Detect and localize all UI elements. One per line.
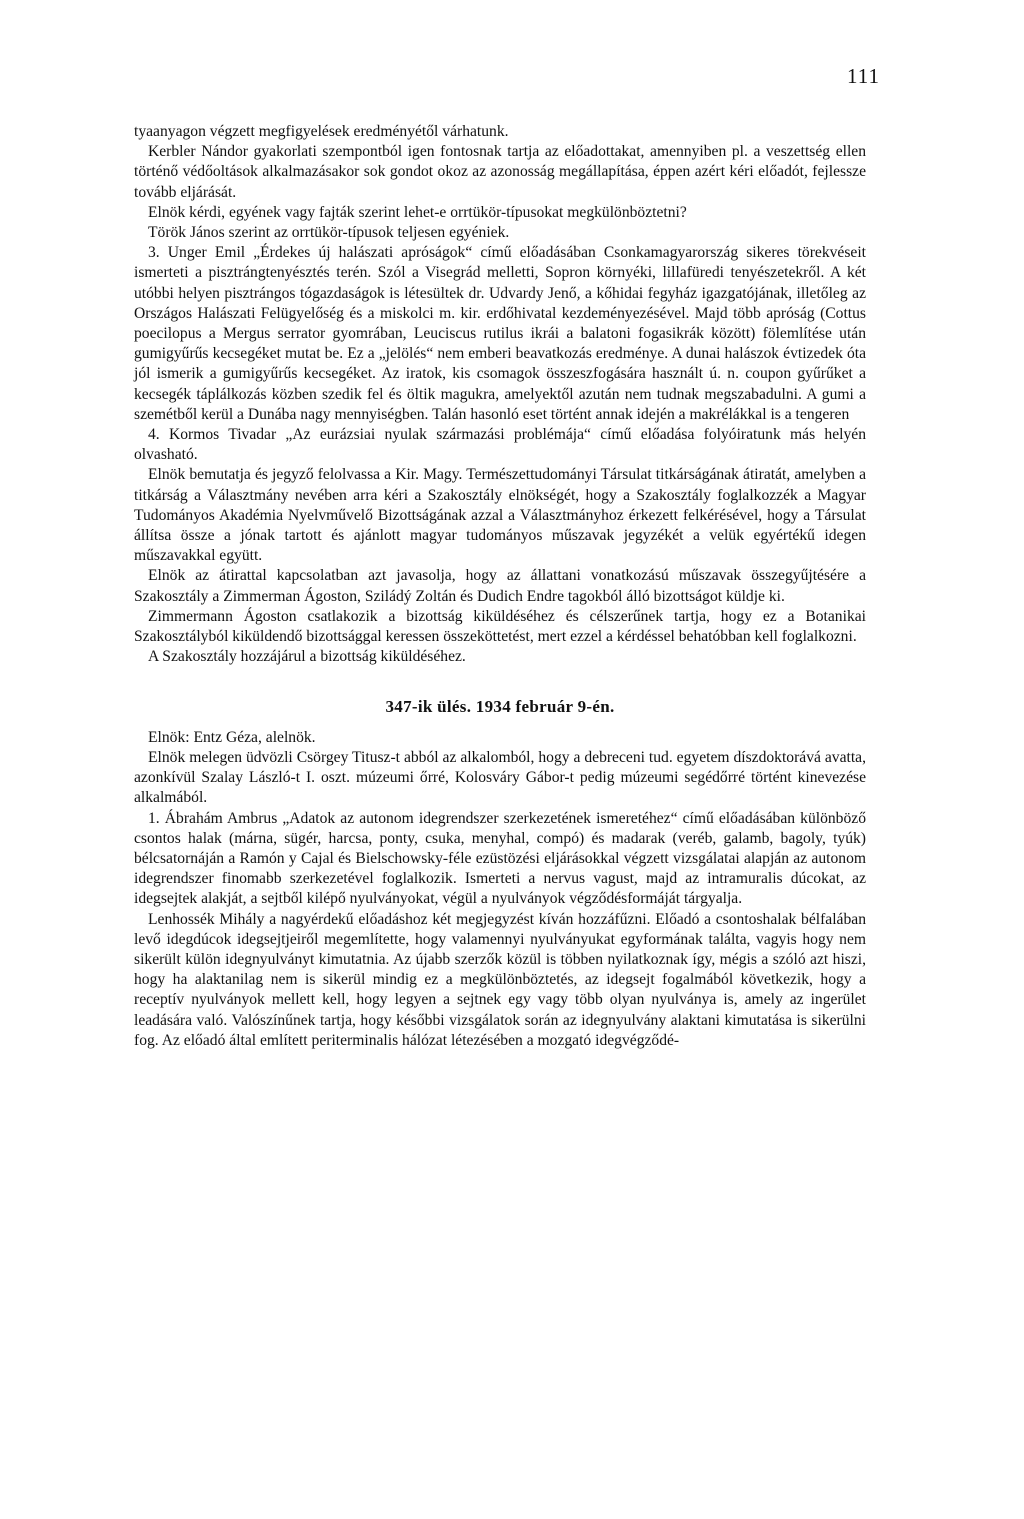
- paragraph: tyaanyagon végzett megfigyelések eredményétől várhatunk.: [134, 123, 509, 140]
- paragraph: Kerbler Nándor gyakorlati szempontból igen fontosnak tartja az előadottakat, amennyiben pl. a veszettség ellen történő védőoltások alkalmazásakor sok gondot okoz az azonosság megállapítása, éppen azért kéri előadót, fejlessze tovább eljárását.: [134, 143, 866, 201]
- paragraph: 3. Unger Emil „Érdekes új halászati apróságok“ című előadásában Csonkamagyarország sikeres törekvéseit ismerteti a pisztrángtenyésztés terén. Szól a Visegrád melletti, Sopron környéki, lillafüredi tenyészetekről. A két utóbbi helyen pisztrángos tógazdaságok is létesültek dr. Udvardy Jenő, a kőhidai fegyház igazgatójának, illetőleg az Országos Halászati Felügyelőség és a miskolci m. kir. erdőhivatal kezdeményezésével. Majd több apróság (Cottus poecilopus a Mergus serrator gyomrában, Leuciscus rutilus ikrái a balatoni fogasikrák között) fölemlítése után gumigyűrűs kecsegéket mutat be. Ez a „jelölés“ nem emberi beavatkozás eredménye. A dunai halászok évtizedek óta jól ismerik a gumigyűrűs kecsegéket. Az iratok, kis csomagok összeszfogására használt ú. n. coupon gyűrűket a kecsegék táplálkozás közben szedik fel és öltik magukra, amelyektől azután nem tudnak megszabadulni. A gumi a szemétből kerül a Dunába nagy mennyiségben. Talán hasonló eset történt annak idején a makrélákkal is a tengeren: [134, 244, 866, 423]
- paragraph: 1. Ábrahám Ambrus „Adatok az autonom idegrendszer szerkezetének ismeretéhez“ című előadásában különböző csontos halak (márna, sügér, harcsa, ponty, csuka, menyhal, compó) és madarak (veréb, galamb, bagoly, tyúk) bélcsatornáján a Ramón y Cajal és Bielschowsky-féle ezüstözési eljárásokkal végzett vizsgálatai alapján az autonom idegrendszer finomabb szerkezetével foglalkozik. Ismerteti a nervus vagust, majd az intramuralis dúcokat, az idegsejtek alakját, a sejtből kilépő nyulványokat, végül a nyulványok végződésformáját tárgyalja.: [134, 809, 866, 908]
- paragraph: Elnök melegen üdvözli Csörgey Titusz-t abból az alkalomból, hogy a debreceni tud. egyetem díszdoktorává avatta, azonkívül Szalay László-t I. oszt. múzeumi őrré, Kolosváry Gábor-t pedig múzeumi segédőrré történt kinevezése alkalmából.: [134, 748, 866, 807]
- page-number: 111: [847, 64, 880, 88]
- paragraph: Elnök az átirattal kapcsolatban azt javasolja, hogy az állattani vonatkozású műszavak összegyűjtésére a Szakosztály a Zimmerman Ágoston, Sziládý Zoltán és Dudich Endre tagokból álló bizottságot küldje ki.: [134, 567, 866, 605]
- paragraph: Elnök bemutatja és jegyző felolvassa a Kir. Magy. Természettudományi Társulat titkárságának átiratát, amelyben a titkárság a Választmány nevében arra kéri a Szakosztály elnökségét, hogy a Szakosztály foglalkozzék a Magyar Tudományos Akadémia Nyelvművelő Bizottságának azzal a Választmányhoz érkezett felkérésével, hogy a Társulat állítsa össze a jónak tartott és ajánlott magyar tudományos műszavak jegyzékét a velük egyértékű idegen műszavakkal együtt.: [134, 466, 866, 565]
- paragraph: Lenhossék Mihály a nagyérdekű előadáshoz két megjegyzést kíván hozzáfűzni. Előadó a csontoshalak bélfalában levő idegdúcok idegsejtjeiről megemlítette, hogy valamennyi nyulványukat egyformának találta, vagyis hogy nem sikerült külön idegnyulványt kimutatnia. Az újabb szerzők közül is többen nyilatkoznak így, mégis a szóló azt hiszi, hogy ha alaktanilag nem is sikerül mindig ez a megkülönböztetés, az idegsejt fogalmából következik, hogy a receptív nyulványok mellett kell, hogy legyen a sejtnek egy vagy több olyan nyulványa is, amely az ingerület leadására való. Valószínűnek tartja, hogy későbbi vizsgálatok során az idegnyulvány alaktani kimutatása is sikerülni fog. Az előadó által említett periterminalis hálózat létezésében a mozgató idegvégződé-: [134, 910, 866, 1049]
- session-heading: 347-ik ülés. 1934 február 9-én.: [385, 697, 615, 717]
- paragraph: Elnök kérdi, egyének vagy fajták szerint lehet-e orrtükör-típusokat megkülönböztetni?: [148, 203, 687, 221]
- paragraph: 4. Kormos Tivadar „Az eurázsiai nyulak származási problémája“ című előadása folyóiratunk más helyén olvasható.: [134, 426, 866, 464]
- paragraph: Elnök: Entz Géza, alelnök.: [148, 728, 316, 746]
- paragraph: A Szakosztály hozzájárul a bizottság kiküldéséhez.: [148, 648, 466, 666]
- paragraph: Török János szerint az orrtükör-típusok teljesen egyéniek.: [148, 224, 510, 242]
- paragraph: Zimmermann Ágoston csatlakozik a bizottság kiküldéséhez és célszerűnek tartja, hogy ez a Botanikai Szakosztályból kiküldendő bizottsággal keressen összeköttetést, mert ezzel a kérdéssel behatóbban kell foglalkozni.: [134, 607, 866, 646]
- body-text: [134, 122, 866, 1051]
